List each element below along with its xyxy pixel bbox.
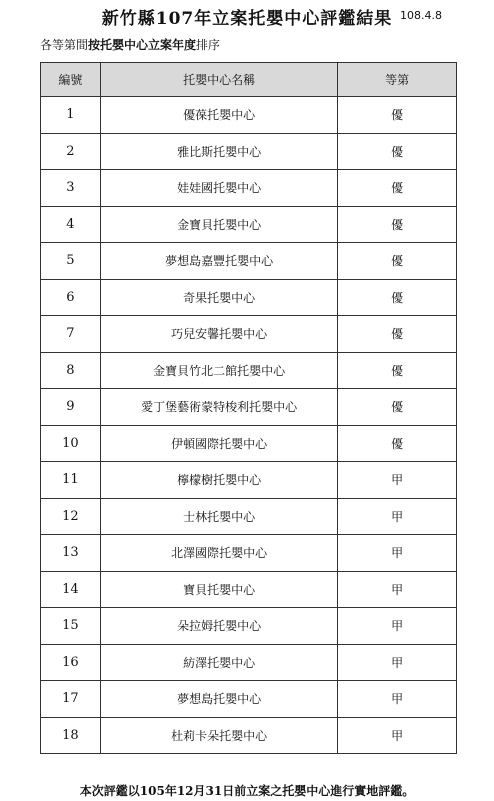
row-number: 11: [41, 462, 101, 499]
table-row: [41, 206, 457, 243]
row-grade: 優: [338, 97, 457, 134]
row-center-name: 夢想島托嬰中心: [100, 681, 337, 718]
row-number: 5: [41, 243, 101, 280]
table-row: [41, 97, 457, 134]
row-grade: 優: [338, 279, 457, 316]
row-center-name: 士林托嬰中心: [100, 498, 337, 535]
row-grade: 甲: [338, 498, 457, 535]
row-center-name: 紡澤托嬰中心: [100, 644, 337, 681]
table-row: [41, 571, 457, 608]
row-grade: 甲: [338, 644, 457, 681]
row-center-name: 雅比斯托嬰中心: [100, 133, 337, 170]
row-number: 15: [41, 608, 101, 645]
row-grade: 甲: [338, 681, 457, 718]
row-grade: 優: [338, 352, 457, 389]
row-number: 18: [41, 717, 101, 754]
header-grade: 等第: [338, 63, 457, 97]
header-center-name: 托嬰中心名稱: [100, 63, 337, 97]
table-row: [41, 243, 457, 280]
table-row: [41, 498, 457, 535]
row-number: 1: [41, 97, 101, 134]
table-row: [41, 170, 457, 207]
row-center-name: 金寶貝托嬰中心: [100, 206, 337, 243]
table-row: [41, 352, 457, 389]
row-number: 9: [41, 389, 101, 426]
row-center-name: 優葆托嬰中心: [100, 97, 337, 134]
row-number: 2: [41, 133, 101, 170]
row-number: 8: [41, 352, 101, 389]
row-grade: 優: [338, 243, 457, 280]
row-number: 3: [41, 170, 101, 207]
row-grade: 甲: [338, 717, 457, 754]
table-row: [41, 644, 457, 681]
row-grade: 甲: [338, 462, 457, 499]
row-center-name: 朵拉姆托嬰中心: [100, 608, 337, 645]
row-center-name: 夢想島嘉豐托嬰中心: [100, 243, 337, 280]
row-center-name: 奇果托嬰中心: [100, 279, 337, 316]
page-title: 新竹縣107年立案托嬰中心評鑑結果: [101, 9, 393, 29]
row-grade: 甲: [338, 608, 457, 645]
row-grade: 甲: [338, 571, 457, 608]
row-number: 4: [41, 206, 101, 243]
footer-note: 本次評鑑以105年12月31日前立案之托嬰中心進行實地評鑑。: [79, 784, 415, 798]
row-grade: 優: [338, 170, 457, 207]
table-row: [41, 535, 457, 572]
table-row: [41, 279, 457, 316]
document-date: 108.4.8: [400, 9, 442, 22]
row-grade: 優: [338, 389, 457, 426]
row-number: 7: [41, 316, 101, 353]
row-number: 12: [41, 498, 101, 535]
table-header-row: [41, 63, 457, 97]
table-row: [41, 316, 457, 353]
table-row: [41, 717, 457, 754]
sort-note-prefix: 各等第間: [40, 38, 89, 52]
row-number: 16: [41, 644, 101, 681]
sort-note-bold: 按托嬰中心立案年度: [88, 38, 197, 52]
row-number: 10: [41, 425, 101, 462]
table-row: [41, 462, 457, 499]
table-row: [41, 389, 457, 426]
sort-note-suffix: 排序: [196, 38, 221, 52]
table-row: [41, 608, 457, 645]
row-number: 6: [41, 279, 101, 316]
row-center-name: 杜莉卡朵托嬰中心: [100, 717, 337, 754]
row-grade: 甲: [338, 535, 457, 572]
row-center-name: 愛丁堡藝術蒙特梭利托嬰中心: [100, 389, 337, 426]
sort-note: [40, 36, 220, 53]
row-center-name: 伊頓國際托嬰中心: [100, 425, 337, 462]
row-center-name: 北澤國際托嬰中心: [100, 535, 337, 572]
row-grade: 優: [338, 425, 457, 462]
row-grade: 優: [338, 206, 457, 243]
table-row: [41, 133, 457, 170]
row-center-name: 檸檬樹托嬰中心: [100, 462, 337, 499]
row-center-name: 金寶貝竹北二館托嬰中心: [100, 352, 337, 389]
table-row: [41, 425, 457, 462]
row-center-name: 娃娃國托嬰中心: [100, 170, 337, 207]
row-number: 13: [41, 535, 101, 572]
row-number: 17: [41, 681, 101, 718]
header-number: 編號: [41, 63, 101, 97]
table-row: [41, 681, 457, 718]
row-center-name: 巧兒安馨托嬰中心: [100, 316, 337, 353]
row-number: 14: [41, 571, 101, 608]
row-grade: 優: [338, 133, 457, 170]
row-center-name: 寶貝托嬰中心: [100, 571, 337, 608]
row-grade: 優: [338, 316, 457, 353]
results-table: [40, 62, 457, 754]
